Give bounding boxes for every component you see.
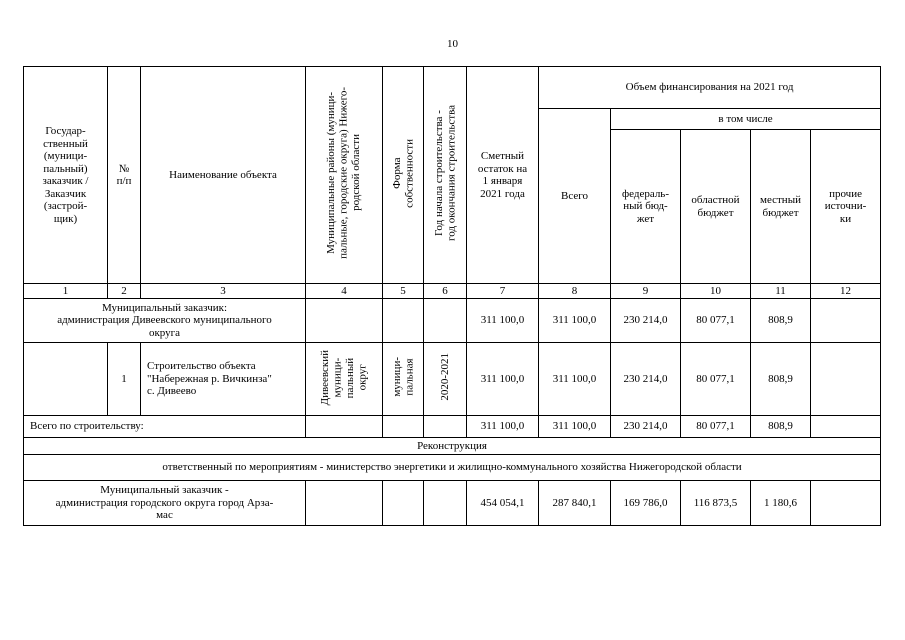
header-years: Год начала строительства - год окончания строительства xyxy=(432,105,457,242)
column-number: 10 xyxy=(681,284,751,299)
page-number: 10 xyxy=(447,38,458,50)
table-row xyxy=(24,481,881,526)
regional-value: 116 873,5 xyxy=(681,481,751,526)
district-cell xyxy=(306,343,383,416)
regional-value: 80 077,1 xyxy=(681,416,751,438)
balance-value: 311 100,0 xyxy=(467,416,539,438)
object-name: Строительство объекта "Набережная р. Вичкинза" с. Дивеево xyxy=(141,343,306,416)
object-ownership: муници- пальная xyxy=(390,357,415,398)
header-federal: федераль- ный бюд- жет xyxy=(611,130,681,284)
column-number: 3 xyxy=(141,284,306,299)
regional-value: 80 077,1 xyxy=(681,299,751,343)
row-number: 1 xyxy=(108,343,141,416)
table-row xyxy=(24,343,881,416)
table-row xyxy=(24,299,881,343)
regional-value: 80 077,1 xyxy=(681,343,751,416)
federal-value: 230 214,0 xyxy=(611,416,681,438)
table-row xyxy=(24,416,881,438)
column-number: 1 xyxy=(24,284,108,299)
column-number: 7 xyxy=(467,284,539,299)
local-value: 808,9 xyxy=(751,299,811,343)
header-num: № п/п xyxy=(108,67,141,284)
total-construction-label: Всего по строительству: xyxy=(24,416,306,438)
column-number: 9 xyxy=(611,284,681,299)
total-value: 311 100,0 xyxy=(539,299,611,343)
column-number: 2 xyxy=(108,284,141,299)
object-years: 2020-2021 xyxy=(438,353,451,402)
column-number: 11 xyxy=(751,284,811,299)
total-value: 311 100,0 xyxy=(539,416,611,438)
header-object-name: Наименование объекта xyxy=(141,67,306,284)
column-number: 8 xyxy=(539,284,611,299)
balance-value: 454 054,1 xyxy=(467,481,539,526)
local-value: 1 180,6 xyxy=(751,481,811,526)
header-financing: Объем финансирования на 2021 год xyxy=(539,67,881,109)
responsible-ministry: ответственный по мероприятиям - министерство энергетики и жилищно-коммунального хозяйства Нижегородской области xyxy=(24,455,881,481)
header-total: Всего xyxy=(539,109,611,284)
object-district: Дивеевский муници- пальный округ xyxy=(319,349,369,405)
header-ownership-form: Форма собственности xyxy=(390,138,415,208)
header-balance: Сметный остаток на 1 января 2021 года xyxy=(467,67,539,284)
financing-table xyxy=(23,66,881,526)
ownership-cell xyxy=(383,343,424,416)
years-cell xyxy=(424,343,467,416)
header-local: местный бюджет xyxy=(751,130,811,284)
header-districts-cell xyxy=(306,67,383,284)
header-including: в том числе xyxy=(611,109,881,130)
federal-value: 230 214,0 xyxy=(611,343,681,416)
customer-label: Муниципальный заказчик: администрация Дивеевского муниципального округа xyxy=(24,299,306,343)
local-value: 808,9 xyxy=(751,416,811,438)
column-number: 12 xyxy=(811,284,881,299)
header-years-cell xyxy=(424,67,467,284)
column-number: 4 xyxy=(306,284,383,299)
column-number: 5 xyxy=(383,284,424,299)
header-regional: областной бюджет xyxy=(681,130,751,284)
customer-label: Муниципальный заказчик - администрация городского округа город Арза- мас xyxy=(24,481,306,526)
local-value: 808,9 xyxy=(751,343,811,416)
header-other: прочие источни- ки xyxy=(811,130,881,284)
header-municipal-districts: Муниципальные районы (муници- пальные, городские округа) Нижего- родской области xyxy=(325,87,363,260)
balance-value: 311 100,0 xyxy=(467,343,539,416)
total-value: 311 100,0 xyxy=(539,343,611,416)
balance-value: 311 100,0 xyxy=(467,299,539,343)
federal-value: 169 786,0 xyxy=(611,481,681,526)
total-value: 287 840,1 xyxy=(539,481,611,526)
column-number: 6 xyxy=(424,284,467,299)
reconstruction-heading: Реконструкция xyxy=(24,438,881,455)
header-ownership-cell xyxy=(383,67,424,284)
header-customer: Государ- ственный (муници- пальный) заказчик / Заказчик (застрой- щик) xyxy=(24,67,108,284)
federal-value: 230 214,0 xyxy=(611,299,681,343)
